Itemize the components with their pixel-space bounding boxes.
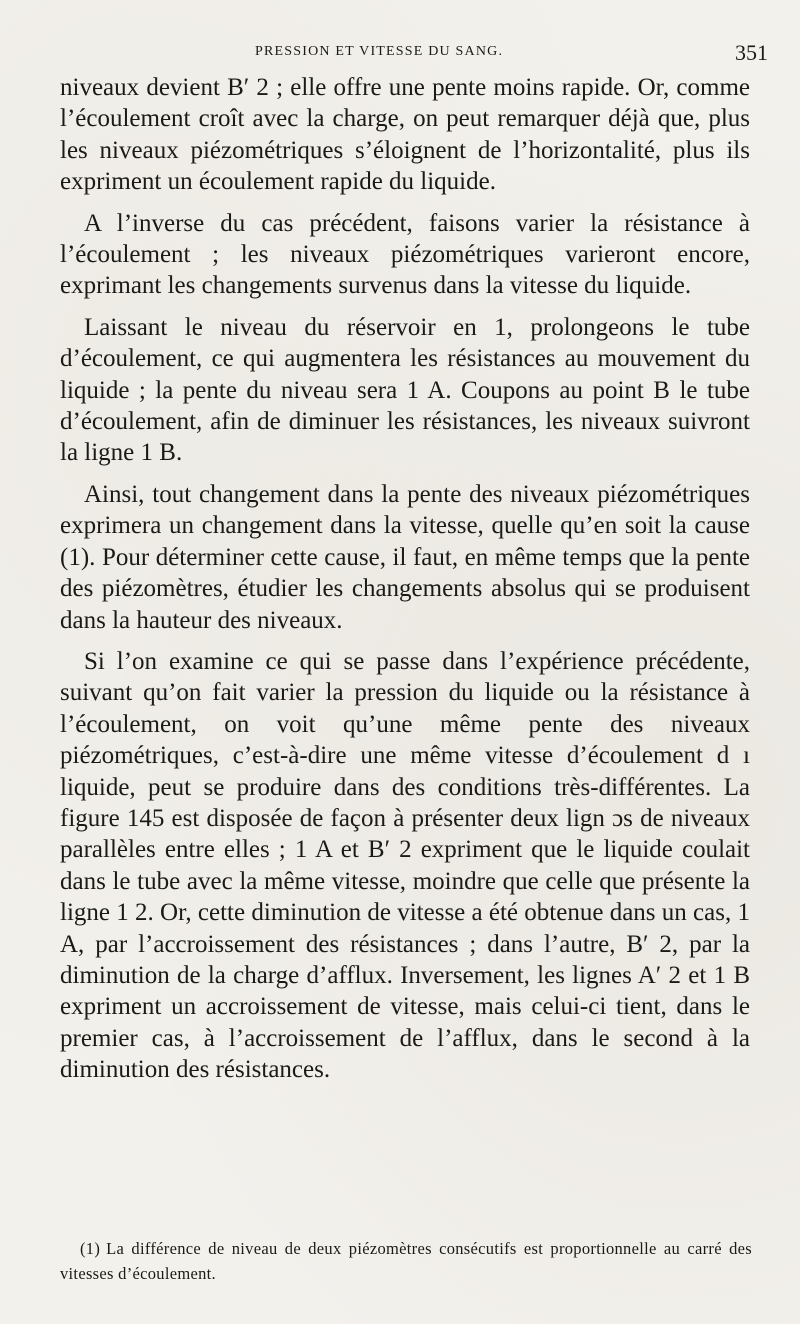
running-title: PRESSION ET VITESSE DU SANG. bbox=[255, 44, 504, 59]
page-header bbox=[60, 38, 770, 68]
footnote-text: La différence de niveau de deux piézomètres consécutifs est proportionnelle au carré des vitesses d’écoulement. bbox=[60, 1239, 752, 1283]
paragraph-5: Si l’on examine ce qui se passe dans l’expérience précédente, suivant qu’on fait varier la pression du liquide ou la résistance à l’écoulement, on voit qu’une même pente des niveaux piézométriques, c’est-à-dire une même vitesse d’écoulement d ı liquide, peut se produire dans des conditions très-différentes. La figure 145 est disposée de façon à présenter deux lign ɔs de niveaux parallèles entre elles ; 1 A et B′ 2 expriment que le liquide coulait dans le tube avec la même vitesse, moindre que celle que présente la ligne 1 2. Or, cette diminution de vitesse a été obtenue dans un cas, 1 A, par l’accroissement des résistances ; dans l’autre, B′ 2, par la diminution de la charge d’afflux. Inversement, les lignes A′ 2 et 1 B expriment un accroissement de vitesse, mais celui-ci tient, dans le premier cas, à l’accroissement de l’afflux, dans le second à la diminution des résistances. bbox=[60, 647, 750, 1084]
footnote bbox=[60, 1236, 752, 1286]
paragraph-3: Laissant le niveau du réservoir en 1, prolongeons le tube d’écoulement, ce qui augmentera les résistances au mouvement du liquide ; la pente du niveau sera 1 A. Coupons au point B le tube d’écoulement, afin de diminuer les résistances, les niveaux suivront la ligne 1 B. bbox=[60, 313, 750, 467]
body-text bbox=[60, 72, 750, 1096]
paragraph-4: Ainsi, tout changement dans la pente des niveaux piézométriques exprimera un changement dans la vitesse, quelle qu’en soit la cause (1). Pour déterminer cette cause, il faut, en même temps que la pente des piézomètres, étudier les changements absolus qui se produisent dans la hauteur des niveaux. bbox=[60, 480, 750, 634]
paragraph-2: A l’inverse du cas précédent, faisons varier la résistance à l’écoulement ; les niveaux piézométriques varieront encore, exprimant les changements survenus dans la vitesse du liquide. bbox=[60, 209, 750, 300]
footnote-marker: (1) bbox=[80, 1239, 101, 1258]
page-number: 351 bbox=[735, 40, 768, 65]
paragraph-1: niveaux devient B′ 2 ; elle offre une pente moins rapide. Or, comme l’écoulement croît avec la charge, on peut remarquer déjà que, plus les niveaux piézométriques s’éloignent de l’horizontalité, plus ils expriment un écoulement rapide du liquide. bbox=[60, 74, 750, 196]
